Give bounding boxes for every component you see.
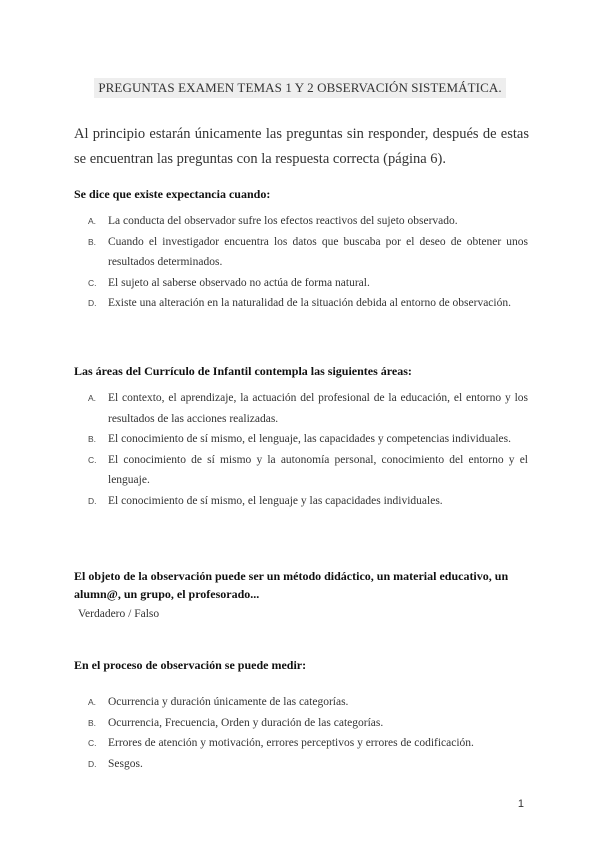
option-4b bbox=[88, 713, 528, 734]
question-3-answer: Verdadero / Falso bbox=[78, 608, 160, 620]
option-letter: C. bbox=[88, 454, 97, 465]
option-text: Ocurrencia, Frecuencia, Orden y duración de las categorías. bbox=[108, 716, 384, 729]
option-text: Errores de atención y motivación, errores perceptivos y errores de codificación. bbox=[108, 737, 474, 749]
option-text: El conocimiento de sí mismo, el lenguaje, las capacidades y competencias individuales. bbox=[108, 433, 512, 445]
option-letter: D. bbox=[88, 495, 97, 506]
option-letter: B. bbox=[88, 434, 97, 444]
option-letter: A. bbox=[88, 697, 97, 707]
option-2a bbox=[88, 388, 528, 429]
document-title: PREGUNTAS EXAMEN TEMAS 1 Y 2 OBSERVACIÓN SISTEMÁTICA. bbox=[94, 78, 505, 98]
option-4c bbox=[88, 733, 528, 754]
option-text: Sesgos. bbox=[108, 757, 143, 770]
option-text: Existe una alteración en la naturalidad de la situación debida al entorno de observación. bbox=[108, 297, 511, 309]
option-text: Ocurrencia y duración únicamente de las categorías. bbox=[108, 696, 349, 708]
option-2d bbox=[88, 491, 528, 512]
option-letter: B. bbox=[88, 717, 97, 728]
option-text: El conocimiento de sí mismo, el lenguaje y las capacidades individuales. bbox=[108, 494, 443, 507]
option-text: Cuando el investigador encuentra los datos que buscaba por el deseo de obtener unos resultados determinados. bbox=[108, 235, 528, 268]
question-2: Las áreas del Currículo de Infantil contempla las siguientes áreas: bbox=[74, 364, 412, 378]
option-letter: D. bbox=[88, 758, 97, 769]
option-4d bbox=[88, 754, 528, 775]
question-1-options bbox=[88, 211, 528, 314]
option-text: El contexto, el aprendizaje, la actuación del profesional de la educación, el entorno y los resultados de las acciones realizadas. bbox=[108, 392, 528, 425]
option-letter: B. bbox=[88, 236, 97, 247]
question-4: En el proceso de observación se puede medir: bbox=[74, 658, 307, 672]
option-2c bbox=[88, 450, 528, 491]
title-wrapper bbox=[0, 78, 600, 98]
option-letter: D. bbox=[88, 298, 97, 308]
question-2-options bbox=[88, 388, 528, 511]
option-letter: C. bbox=[88, 277, 97, 288]
option-letter: A. bbox=[88, 393, 97, 403]
option-1b bbox=[88, 232, 528, 273]
option-text: La conducta del observador sufre los efectos reactivos del sujeto observado. bbox=[108, 215, 458, 227]
option-1d bbox=[88, 293, 528, 314]
option-1a bbox=[88, 211, 528, 232]
option-text: El conocimiento de sí mismo y la autonomía personal, conocimiento del entorno y el lenguaje. bbox=[108, 453, 528, 486]
option-1c bbox=[88, 273, 528, 294]
option-text: El sujeto al saberse observado no actúa de forma natural. bbox=[108, 276, 370, 289]
option-4a bbox=[88, 692, 528, 713]
option-2b bbox=[88, 429, 528, 450]
question-4-options bbox=[88, 692, 528, 774]
question-1: Se dice que existe expectancia cuando: bbox=[74, 187, 271, 201]
page-number: 1 bbox=[517, 798, 524, 810]
option-letter: C. bbox=[88, 738, 97, 748]
intro-paragraph: Al principio estarán únicamente las preguntas sin responder, después de estas se encuentran las preguntas con la respuesta correcta (página 6). bbox=[74, 126, 529, 167]
question-3: El objeto de la observación puede ser un método didáctico, un material educativo, un alumn@, un grupo, el profesorado... bbox=[74, 569, 509, 601]
option-letter: A. bbox=[88, 216, 97, 226]
